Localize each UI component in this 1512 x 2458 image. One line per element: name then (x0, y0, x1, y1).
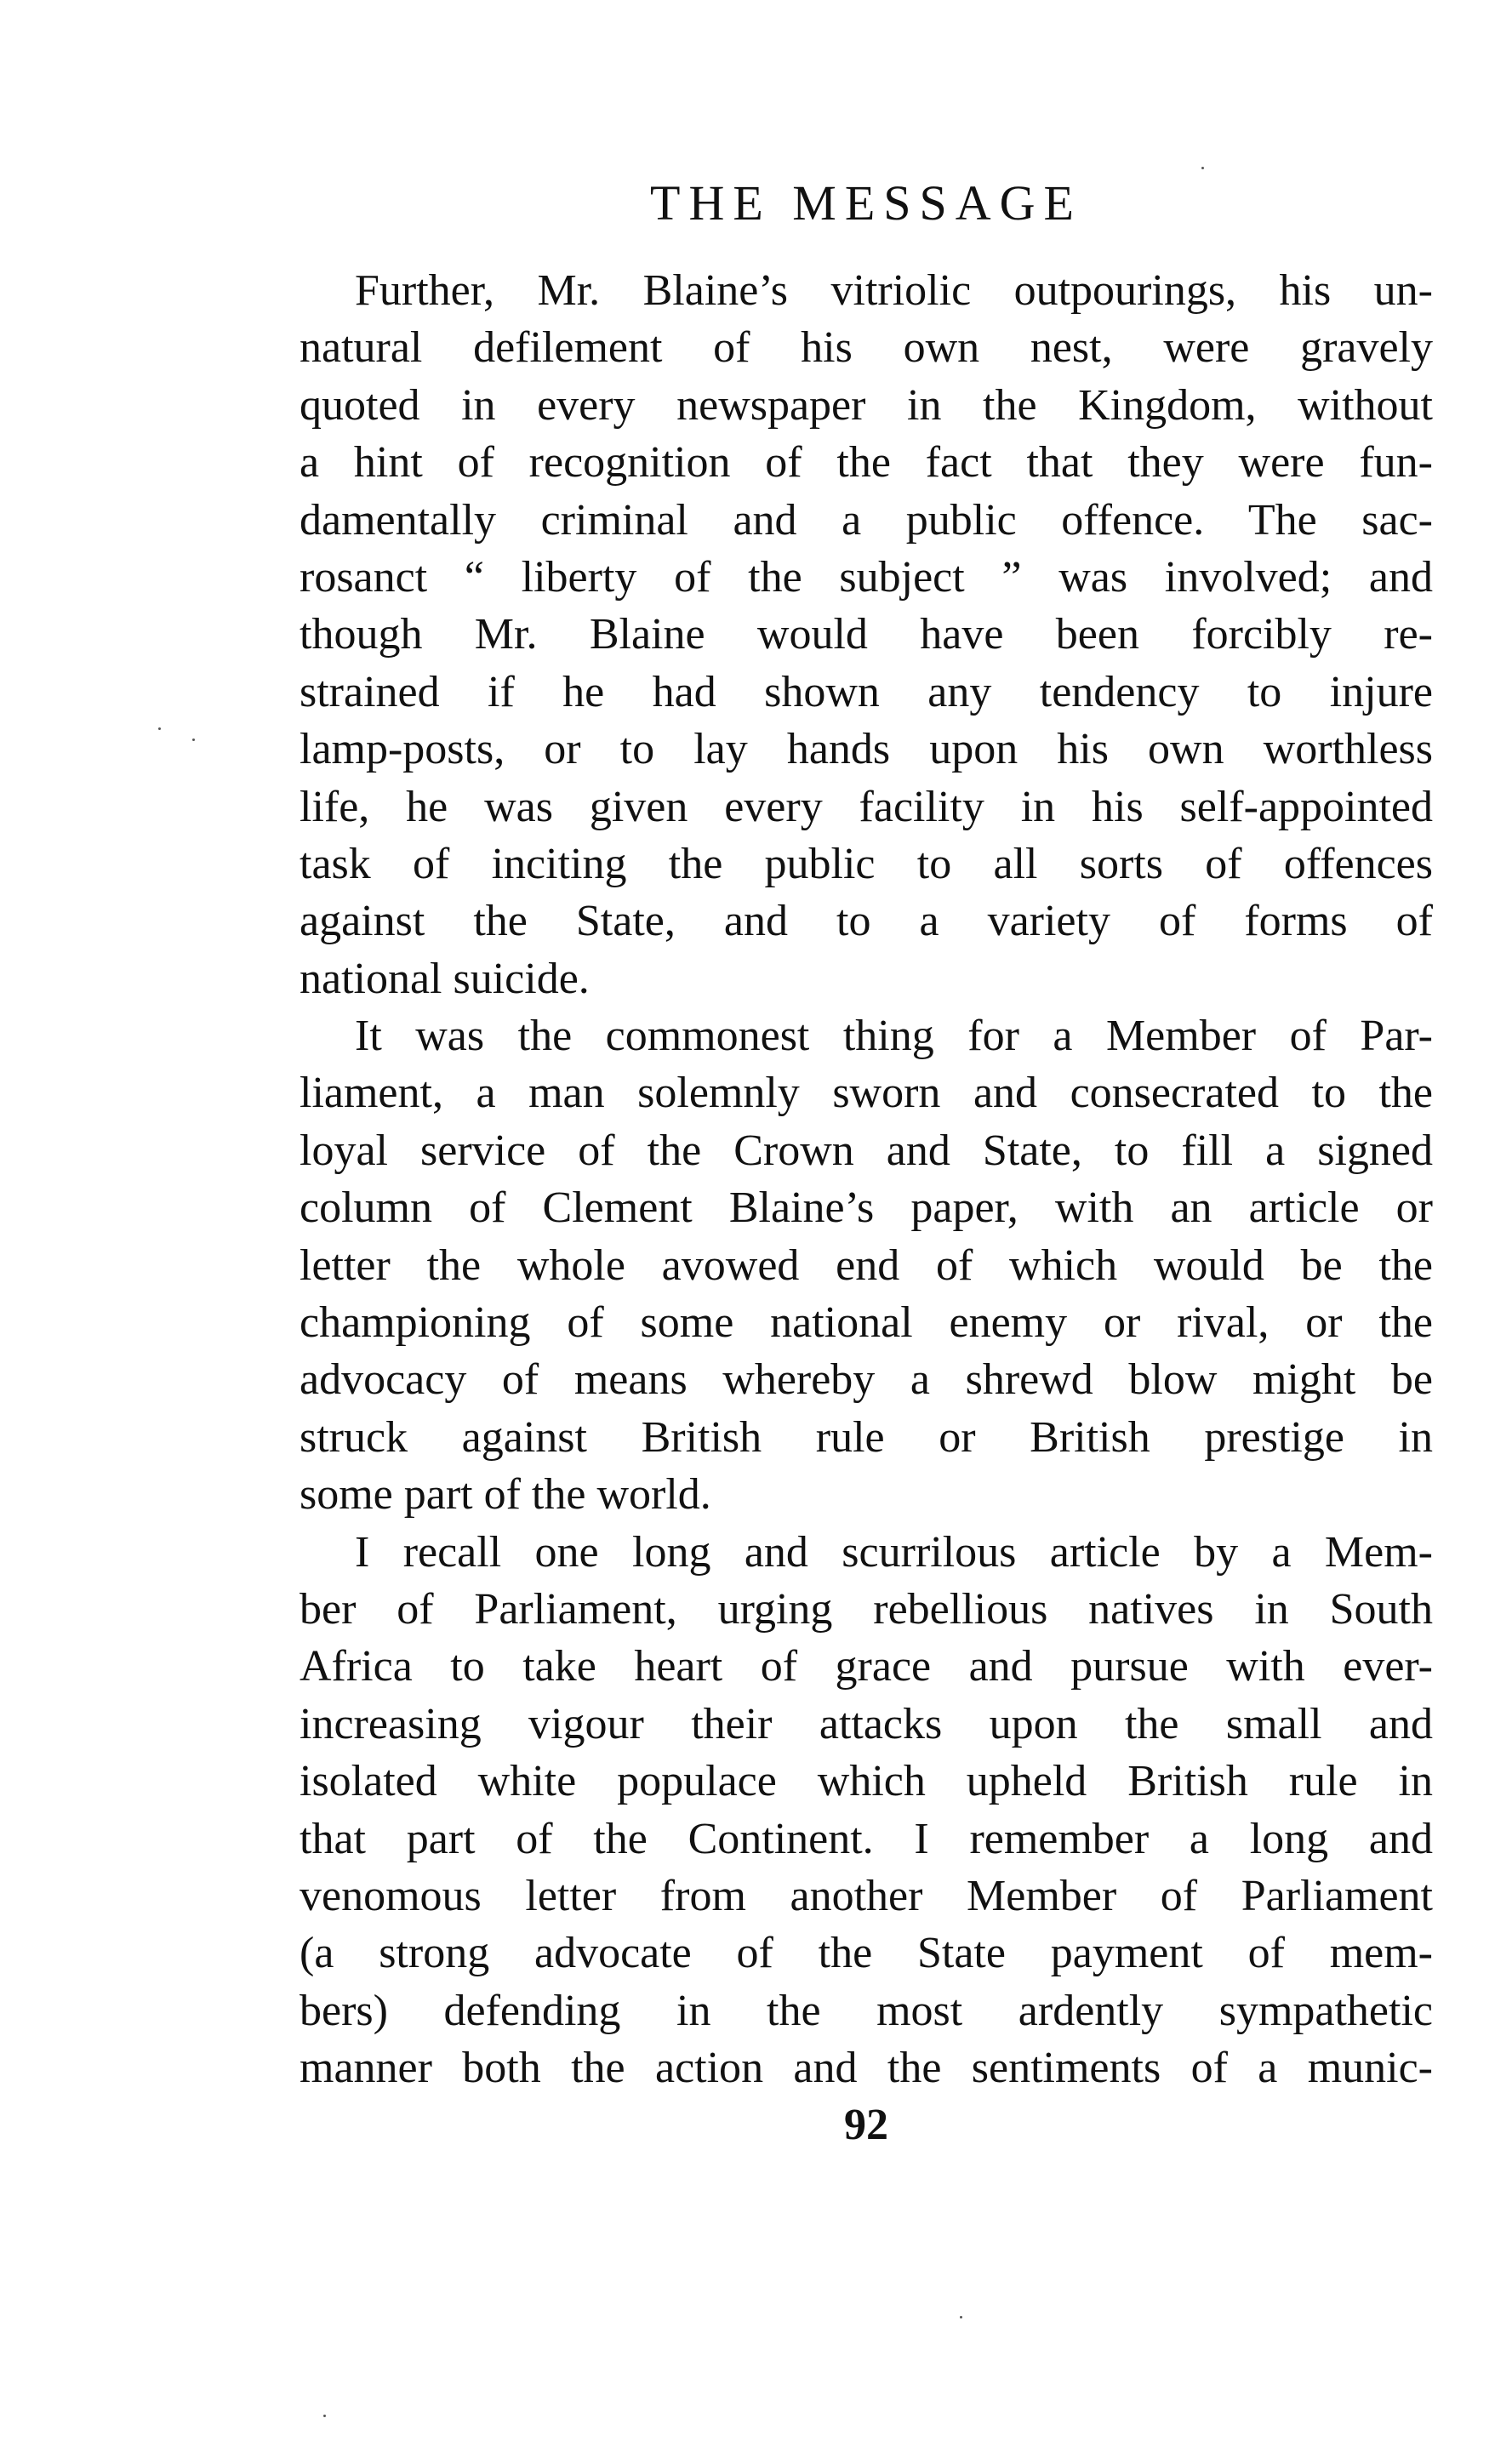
running-title: THE MESSAGE (650, 175, 1082, 231)
text-line: loyal service of the Crown and State, to fill a signed (300, 1126, 1433, 1175)
text-line: letter the whole avowed end of which would be the (300, 1240, 1433, 1290)
scan-speck (158, 727, 161, 730)
scan-speck (192, 739, 195, 741)
text-line: bers) defending in the most ardently sympathetic (300, 1986, 1433, 2035)
text-line: manner both the action and the sentiments of a munic- (300, 2044, 1433, 2093)
scan-speck (1201, 167, 1204, 169)
text-line: rosanct “ liberty of the subject ” was involved; and (300, 552, 1433, 602)
text-line: Africa to take heart of grace and pursue with ever- (300, 1642, 1433, 1691)
text-line: increasing vigour their attacks upon the small and (300, 1699, 1433, 1748)
text-line: lamp-posts, or to lay hands upon his own worthless (300, 725, 1433, 774)
text-line: I recall one long and scurrilous article by a Mem- (355, 1527, 1433, 1577)
text-line: life, he was given every facility in his self-appointed (300, 782, 1433, 831)
text-line: against the State, and to a variety of forms of (300, 897, 1433, 946)
scan-speck (323, 2415, 326, 2417)
text-line: struck against British rule or British prestige in (300, 1412, 1433, 1462)
text-line: It was the commonest thing for a Member of Par- (355, 1012, 1433, 1061)
text-line: a hint of recognition of the fact that they were fun- (300, 438, 1433, 488)
text-line: damentally criminal and a public offence. The sac- (300, 495, 1433, 545)
text-line: national suicide. (300, 954, 590, 1003)
text-line: though Mr. Blaine would have been forcibly re- (300, 610, 1433, 659)
text-line: natural defilement of his own nest, were gravely (300, 323, 1433, 373)
text-line: liament, a man solemnly sworn and consecrated to the (300, 1069, 1433, 1118)
text-line: task of inciting the public to all sorts of offences (300, 839, 1433, 888)
body-text (300, 262, 1433, 2097)
text-line: championing of some national enemy or rival, or the (300, 1298, 1433, 1348)
text-line: venomous letter from another Member of Parliament (300, 1871, 1433, 1920)
paragraph (300, 1524, 1433, 2097)
text-line: advocacy of means whereby a shrewd blow might be (300, 1355, 1433, 1405)
paragraph (300, 262, 1433, 1007)
text-line: isolated white populace which upheld British rule in (300, 1757, 1433, 1806)
text-line: Further, Mr. Blaine’s vitriolic outpourings, his un- (355, 266, 1433, 315)
scan-speck (960, 2316, 962, 2318)
text-line: column of Clement Blaine’s paper, with an article or (300, 1183, 1433, 1233)
text-line: ber of Parliament, urging rebellious natives in South (300, 1584, 1433, 1634)
text-line: quoted in every newspaper in the Kingdom, without (300, 380, 1433, 430)
text-line: some part of the world. (300, 1470, 711, 1520)
paragraph (300, 1007, 1433, 1524)
text-line: strained if he had shown any tendency to injure (300, 667, 1433, 716)
page-number: 92 (844, 2101, 888, 2149)
text-line: (a strong advocate of the State payment of mem- (300, 1929, 1433, 1978)
text-line: that part of the Continent. I remember a long and (300, 1814, 1433, 1863)
